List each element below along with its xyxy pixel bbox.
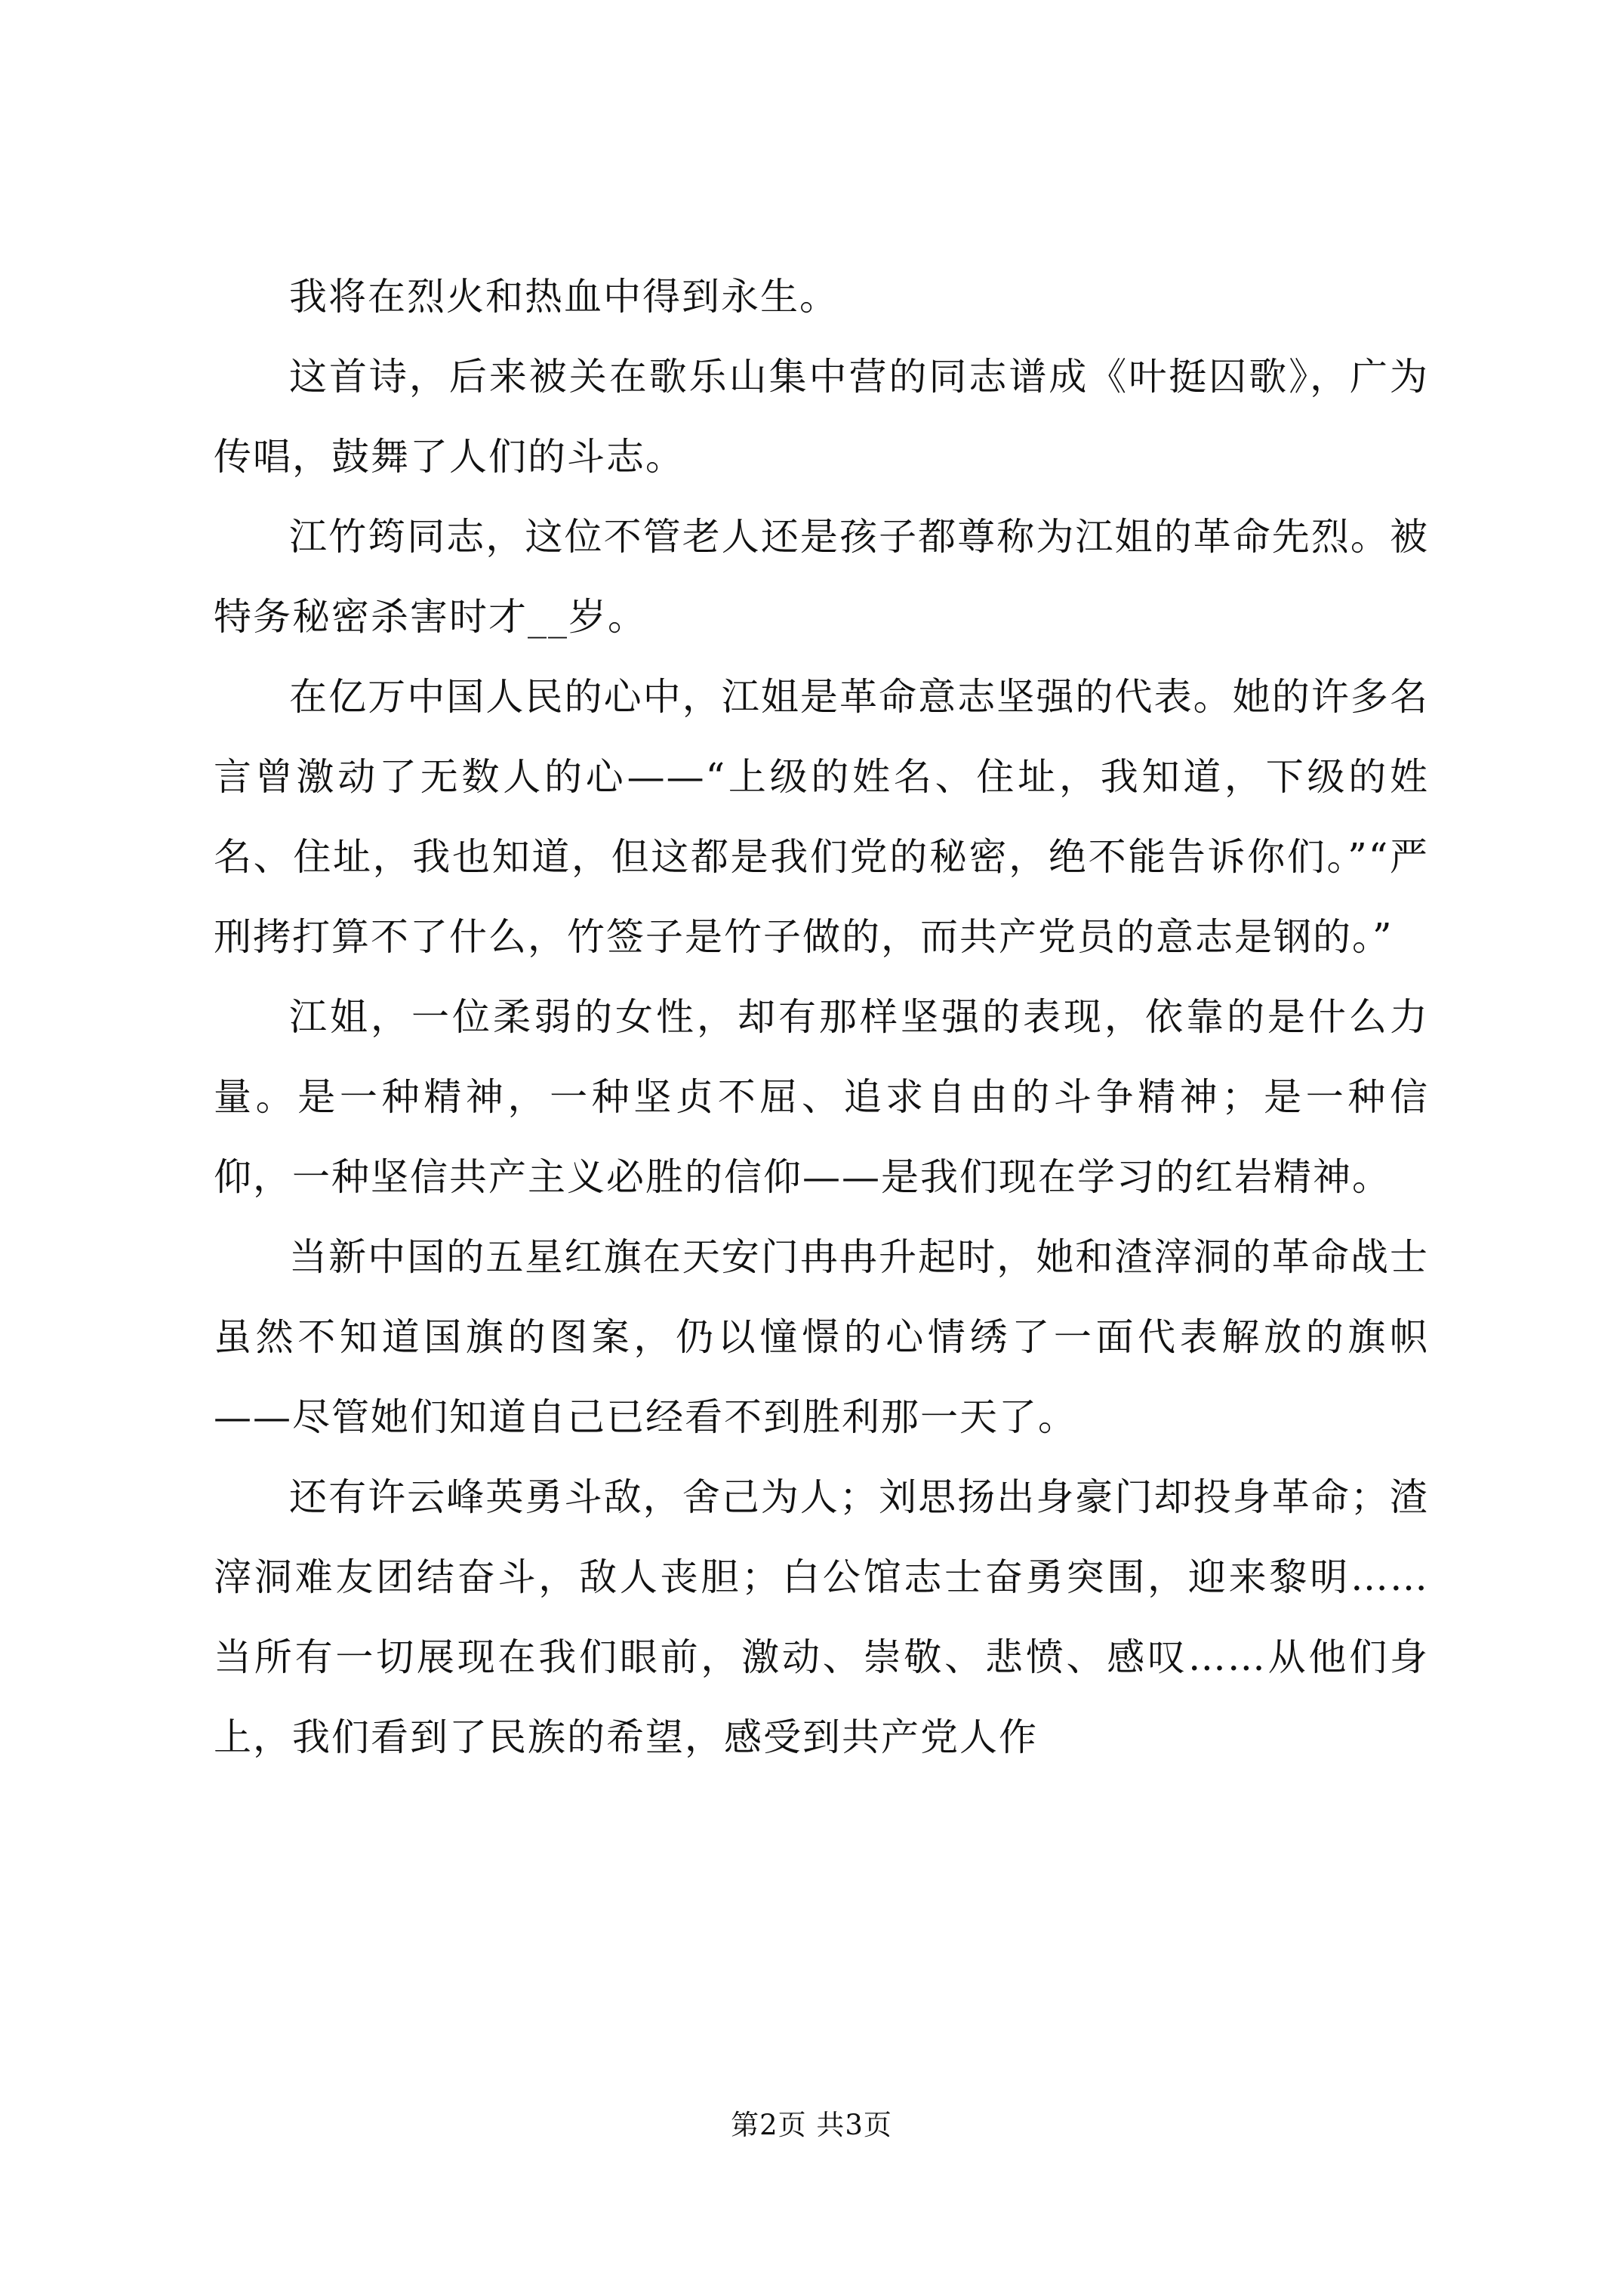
body-text bbox=[214, 257, 1429, 1777]
paragraph: 在亿万中国人民的心中，江姐是革命意志坚强的代表。她的许多名言曾激动了无数人的心——“上级的姓名、住址，我知道，下级的姓名、住址，我也知道，但这都是我们党的秘密，绝不能告诉你们。”“严刑拷打算不了什么，竹签子是竹子做的，而共产党员的意志是钢的。” bbox=[214, 675, 1429, 959]
paragraph: 我将在烈火和热血中得到永生。 bbox=[289, 275, 839, 319]
paragraph: 江姐，一位柔弱的女性，却有那样坚强的表现，依靠的是什么力量。是一种精神，一种坚贞不屈、追求自由的斗争精神；是一种信仰，一种坚信共产主义必胜的信仰——是我们现在学习的红岩精神。 bbox=[214, 995, 1429, 1199]
paragraph: 这首诗，后来被关在歌乐山集中营的同志谱成《叶挺囚歌》，广为传唱，鼓舞了人们的斗志。 bbox=[214, 355, 1429, 479]
paragraph: 还有许云峰英勇斗敌，舍己为人；刘思扬出身豪门却投身革命；渣滓洞难友团结奋斗，敌人丧胆；白公馆志士奋勇突围，迎来黎明……当所有一切展现在我们眼前，激动、崇敬、悲愤、感叹……从他们身上，我们看到了民族的希望，感受到共产党人作 bbox=[214, 1475, 1429, 1759]
paragraph: 当新中国的五星红旗在天安门冉冉升起时，她和渣滓洞的革命战士虽然不知道国旗的图案，仍以憧憬的心情绣了一面代表解放的旗帜——尽管她们知道自己已经看不到胜利那一天了。 bbox=[214, 1235, 1429, 1439]
page-footer: 第2页 共3页 bbox=[731, 2109, 892, 2141]
paragraph: 江竹筠同志，这位不管老人还是孩子都尊称为江姐的革命先烈。被特务秘密杀害时才__岁。 bbox=[214, 515, 1429, 639]
